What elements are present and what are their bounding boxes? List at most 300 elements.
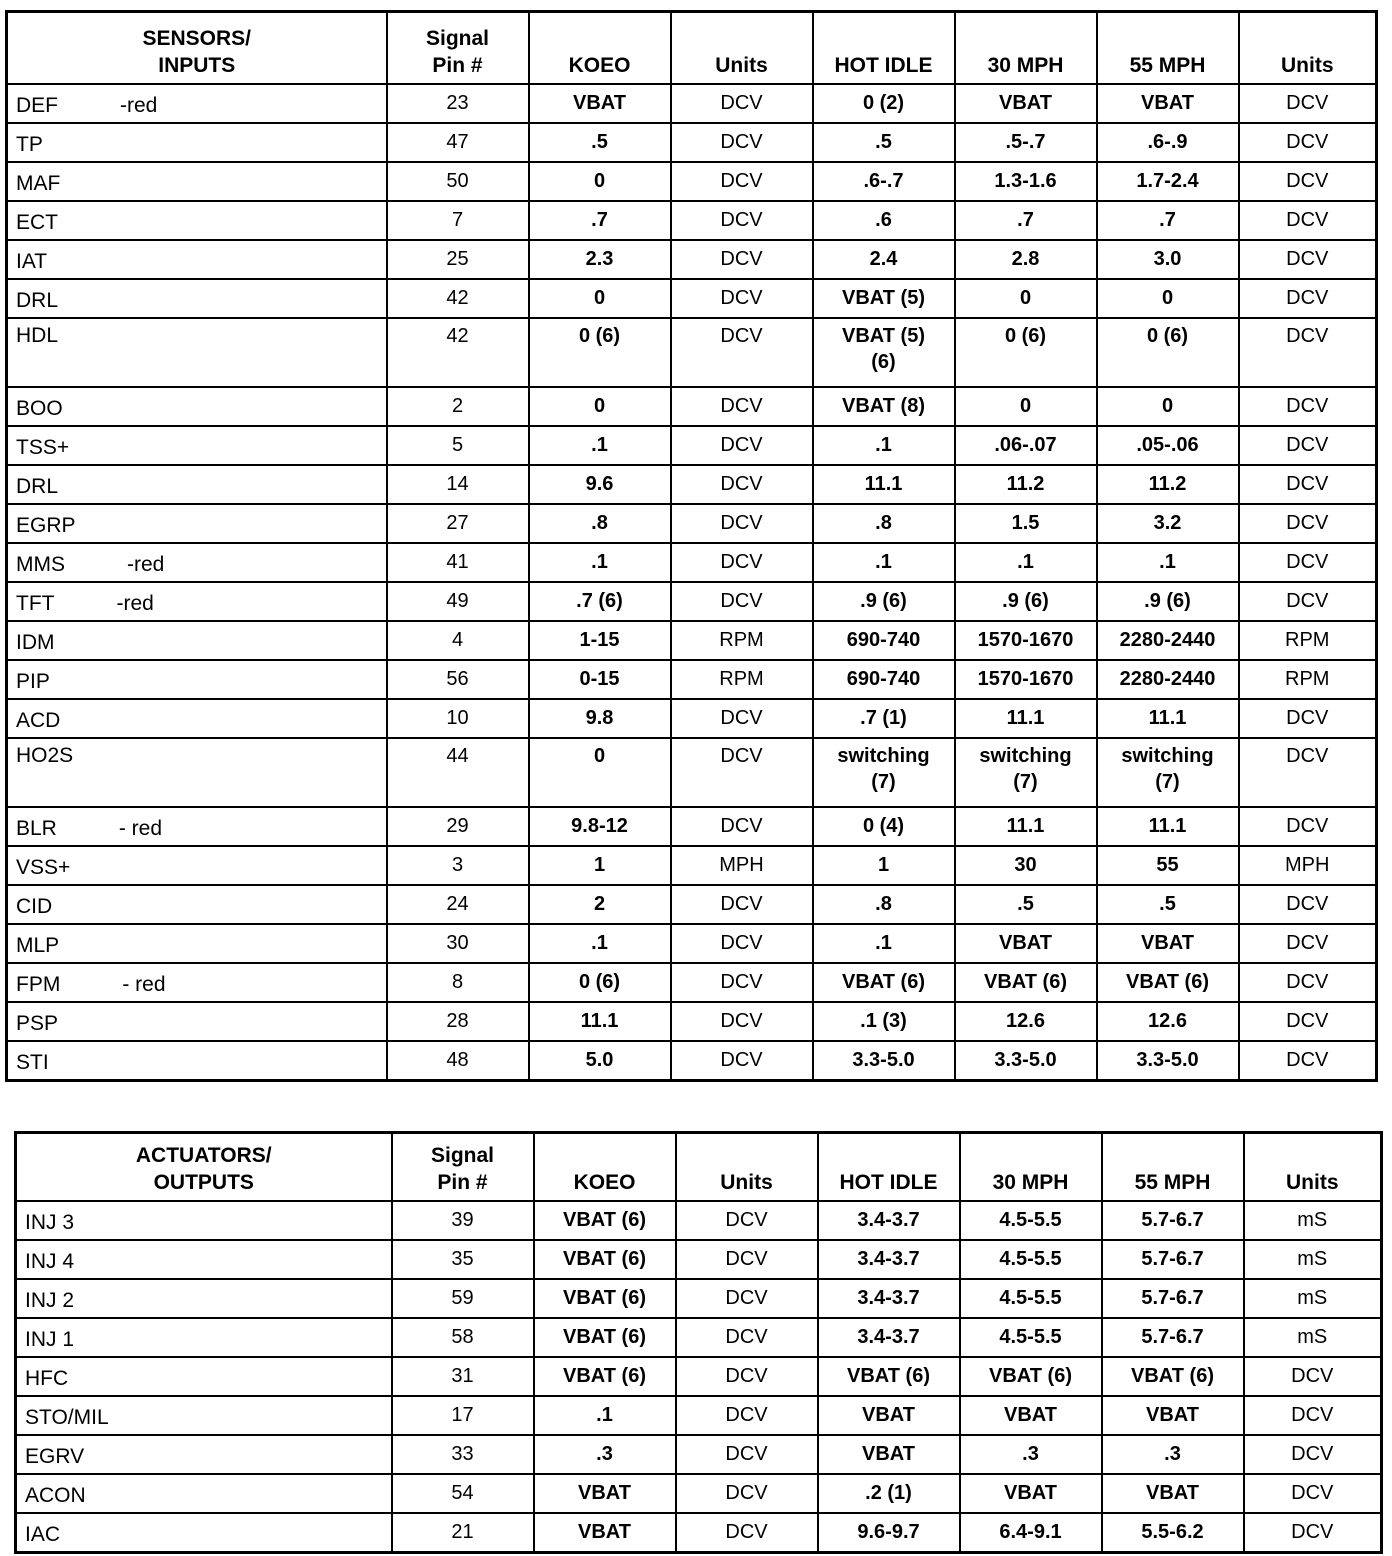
hot-idle-cell: 3.4-3.7 <box>818 1240 960 1279</box>
units-cell-2: mS <box>1244 1318 1382 1357</box>
koeo-cell: VBAT <box>534 1474 676 1513</box>
pin-cell: 58 <box>392 1318 534 1357</box>
actuator-name-cell <box>16 1240 392 1279</box>
pin-cell: 41 <box>387 543 529 582</box>
sensor-suffix: -red <box>116 591 154 615</box>
actuator-name: INJ 4 <box>25 1249 75 1273</box>
sensor-name-cell <box>7 807 387 846</box>
sensor-name: TP <box>16 132 43 156</box>
sensor-name-cell <box>7 240 387 279</box>
hot-idle-cell: .1 <box>813 924 955 963</box>
units-cell: DCV <box>676 1396 818 1435</box>
hot-idle-cell: 3.4-3.7 <box>818 1201 960 1240</box>
pin-cell: 42 <box>387 318 529 387</box>
header-row <box>16 1133 1382 1201</box>
30-mph-cell: 1570-1670 <box>955 621 1097 660</box>
actuator-name-cell <box>16 1513 392 1553</box>
koeo-cell: .1 <box>529 924 671 963</box>
sensor-name: STI <box>16 1050 49 1074</box>
units-cell-2: DCV <box>1239 738 1377 807</box>
units-cell: RPM <box>671 660 813 699</box>
55-mph-cell: 1.7-2.4 <box>1097 162 1239 201</box>
pin-cell: 59 <box>392 1279 534 1318</box>
30-mph-cell: 0 <box>955 279 1097 318</box>
30-mph-cell: 1.5 <box>955 504 1097 543</box>
sensor-name: TFT <box>16 591 55 615</box>
units-cell-2: DCV <box>1239 699 1377 738</box>
55-mph-cell: 3.0 <box>1097 240 1239 279</box>
hot-idle-cell: VBAT (6) <box>813 963 955 1002</box>
sensor-name: DEF <box>16 93 58 117</box>
koeo-cell: 0 (6) <box>529 963 671 1002</box>
units-cell-2: DCV <box>1239 582 1377 621</box>
hot-idle-cell: 3.4-3.7 <box>818 1279 960 1318</box>
table-row <box>16 1396 1382 1435</box>
header-row <box>7 12 1377 84</box>
table-row <box>7 201 1377 240</box>
sensor-name: HO2S <box>16 743 74 767</box>
55-mph-cell: .3 <box>1102 1435 1244 1474</box>
koeo-cell: 9.8 <box>529 699 671 738</box>
hot-idle-cell: 9.6-9.7 <box>818 1513 960 1553</box>
units-cell: DCV <box>671 738 813 807</box>
30-mph-cell: 4.5-5.5 <box>960 1240 1102 1279</box>
sensor-name: MMS <box>16 552 65 576</box>
pin-cell: 50 <box>387 162 529 201</box>
sensor-name: BOO <box>16 396 63 420</box>
koeo-cell: .1 <box>529 426 671 465</box>
sensor-name-cell <box>7 963 387 1002</box>
sensors-inputs-table <box>5 10 1378 1082</box>
sensor-name: HDL <box>16 323 59 347</box>
55-mph-cell: 3.2 <box>1097 504 1239 543</box>
30-mph-cell: 6.4-9.1 <box>960 1513 1102 1553</box>
pin-cell: 25 <box>387 240 529 279</box>
units-cell: DCV <box>671 543 813 582</box>
units-cell-2: DCV <box>1244 1357 1382 1396</box>
koeo-cell: VBAT (6) <box>534 1201 676 1240</box>
units-cell: DCV <box>671 504 813 543</box>
sensor-name: MLP <box>16 933 60 957</box>
sensor-name-cell <box>7 543 387 582</box>
55-mph-cell: 11.2 <box>1097 465 1239 504</box>
table-row <box>16 1240 1382 1279</box>
30-mph-cell: 1570-1670 <box>955 660 1097 699</box>
units-cell-2: DCV <box>1239 426 1377 465</box>
55-mph-cell: 0 <box>1097 279 1239 318</box>
55-mph-cell: 5.7-6.7 <box>1102 1240 1244 1279</box>
actuator-name: EGRV <box>25 1444 85 1468</box>
table-row <box>7 621 1377 660</box>
30-mph-cell: .06-.07 <box>955 426 1097 465</box>
55-mph-cell: 3.3-5.0 <box>1097 1041 1239 1081</box>
30-mph-cell: VBAT <box>960 1396 1102 1435</box>
units-cell-2: mS <box>1244 1279 1382 1318</box>
hot-idle-cell: VBAT <box>818 1435 960 1474</box>
55-mph-header: 55 MPH <box>1102 1133 1244 1201</box>
table-row <box>7 162 1377 201</box>
30-mph-cell: 30 <box>955 846 1097 885</box>
55-mph-cell: .5 <box>1097 885 1239 924</box>
sensor-name-cell <box>7 504 387 543</box>
55-mph-cell: VBAT (6) <box>1102 1357 1244 1396</box>
units-cell: DCV <box>676 1513 818 1553</box>
55-mph-cell: 2280-2440 <box>1097 621 1239 660</box>
actuators-outputs-table <box>14 1131 1383 1554</box>
table-row <box>7 699 1377 738</box>
55-mph-cell: 12.6 <box>1097 1002 1239 1041</box>
30-mph-cell: 4.5-5.5 <box>960 1201 1102 1240</box>
koeo-cell: 5.0 <box>529 1041 671 1081</box>
koeo-cell: 2.3 <box>529 240 671 279</box>
units-cell: DCV <box>676 1474 818 1513</box>
sensor-name: FPM <box>16 972 61 996</box>
koeo-header: KOEO <box>529 12 671 84</box>
koeo-cell: VBAT <box>529 84 671 123</box>
55-mph-cell: .9 (6) <box>1097 582 1239 621</box>
55-mph-cell: 0 (6) <box>1097 318 1239 387</box>
55-mph-cell: VBAT <box>1097 84 1239 123</box>
pin-cell: 3 <box>387 846 529 885</box>
units-cell-2: DCV <box>1239 318 1377 387</box>
table-row <box>7 123 1377 162</box>
units-cell-2: RPM <box>1239 621 1377 660</box>
table-row <box>7 426 1377 465</box>
units-cell: DCV <box>671 279 813 318</box>
sensor-name: ACD <box>16 708 61 732</box>
table-row <box>7 807 1377 846</box>
koeo-cell: 11.1 <box>529 1002 671 1041</box>
30-mph-cell: 0 <box>955 387 1097 426</box>
koeo-cell: VBAT (6) <box>534 1279 676 1318</box>
actuators-outputs-header: ACTUATORS/ OUTPUTS <box>16 1133 392 1201</box>
sensor-name-cell <box>7 885 387 924</box>
table-row <box>16 1279 1382 1318</box>
units-cell: DCV <box>671 318 813 387</box>
koeo-cell: 0 <box>529 387 671 426</box>
55-mph-cell: .1 <box>1097 543 1239 582</box>
koeo-cell: 0 <box>529 279 671 318</box>
sensor-name: MAF <box>16 171 61 195</box>
sensor-name: ECT <box>16 210 58 234</box>
koeo-cell: 0 (6) <box>529 318 671 387</box>
sensor-name: DRL <box>16 474 59 498</box>
55-mph-cell: 5.5-6.2 <box>1102 1513 1244 1553</box>
55-mph-cell: 11.1 <box>1097 699 1239 738</box>
55-mph-cell: 11.1 <box>1097 807 1239 846</box>
hot-idle-cell: switching (7) <box>813 738 955 807</box>
units-cell: DCV <box>671 201 813 240</box>
pin-cell: 17 <box>392 1396 534 1435</box>
30-mph-cell: VBAT <box>955 84 1097 123</box>
units-cell: DCV <box>671 240 813 279</box>
units-cell: DCV <box>671 387 813 426</box>
table-row <box>7 924 1377 963</box>
units-header-2: Units <box>1244 1133 1382 1201</box>
units-cell-2: DCV <box>1239 963 1377 1002</box>
sensor-name-cell <box>7 123 387 162</box>
table-row <box>7 846 1377 885</box>
55-mph-cell: 0 <box>1097 387 1239 426</box>
koeo-cell: VBAT (6) <box>534 1318 676 1357</box>
koeo-cell: 0 <box>529 162 671 201</box>
koeo-cell: 0 <box>529 738 671 807</box>
koeo-cell: .8 <box>529 504 671 543</box>
hot-idle-cell: .7 (1) <box>813 699 955 738</box>
sensor-suffix: - red <box>122 972 166 996</box>
hot-idle-cell: 690-740 <box>813 621 955 660</box>
units-cell-2: DCV <box>1239 123 1377 162</box>
30-mph-cell: 11.2 <box>955 465 1097 504</box>
table-row <box>16 1201 1382 1240</box>
hot-idle-cell: .1 <box>813 426 955 465</box>
actuator-name: INJ 2 <box>25 1288 75 1312</box>
units-header: Units <box>671 12 813 84</box>
sensor-name-cell <box>7 84 387 123</box>
30-mph-cell: 11.1 <box>955 699 1097 738</box>
units-cell-2: mS <box>1244 1201 1382 1240</box>
hot-idle-cell: .8 <box>813 885 955 924</box>
30-mph-cell: 4.5-5.5 <box>960 1318 1102 1357</box>
sensor-name-cell <box>7 699 387 738</box>
table-row <box>16 1435 1382 1474</box>
hot-idle-cell: .9 (6) <box>813 582 955 621</box>
hot-idle-cell: 1 <box>813 846 955 885</box>
units-header-2: Units <box>1239 12 1377 84</box>
sensor-name-cell <box>7 162 387 201</box>
pin-cell: 42 <box>387 279 529 318</box>
55-mph-cell: .7 <box>1097 201 1239 240</box>
units-cell: DCV <box>671 699 813 738</box>
sensor-name-cell <box>7 846 387 885</box>
units-cell: DCV <box>676 1318 818 1357</box>
koeo-cell: .5 <box>529 123 671 162</box>
sensor-name: BLR <box>16 816 57 840</box>
units-cell: RPM <box>671 621 813 660</box>
30-mph-cell: .5-.7 <box>955 123 1097 162</box>
table-row <box>7 1002 1377 1041</box>
pin-cell: 14 <box>387 465 529 504</box>
units-cell: DCV <box>671 1041 813 1081</box>
table-row <box>7 279 1377 318</box>
units-cell: DCV <box>676 1357 818 1396</box>
30-mph-header: 30 MPH <box>960 1133 1102 1201</box>
pin-cell: 2 <box>387 387 529 426</box>
units-cell: DCV <box>676 1240 818 1279</box>
55-mph-cell: VBAT <box>1102 1474 1244 1513</box>
pin-cell: 24 <box>387 885 529 924</box>
sensor-name: EGRP <box>16 513 76 537</box>
koeo-cell: VBAT <box>534 1513 676 1553</box>
units-cell-2: DCV <box>1239 279 1377 318</box>
units-cell-2: DCV <box>1239 465 1377 504</box>
hot-idle-header: HOT IDLE <box>813 12 955 84</box>
actuator-name: HFC <box>25 1366 69 1390</box>
30-mph-cell: .9 (6) <box>955 582 1097 621</box>
koeo-cell: VBAT (6) <box>534 1357 676 1396</box>
table-row <box>16 1318 1382 1357</box>
units-cell-2: DCV <box>1239 807 1377 846</box>
units-cell-2: DCV <box>1239 162 1377 201</box>
pin-cell: 8 <box>387 963 529 1002</box>
pin-cell: 35 <box>392 1240 534 1279</box>
pin-cell: 54 <box>392 1474 534 1513</box>
hot-idle-cell: VBAT (5) <box>813 279 955 318</box>
actuator-name: ACON <box>25 1483 86 1507</box>
30-mph-cell: 4.5-5.5 <box>960 1279 1102 1318</box>
pin-cell: 33 <box>392 1435 534 1474</box>
30-mph-header: 30 MPH <box>955 12 1097 84</box>
units-cell-2: MPH <box>1239 846 1377 885</box>
signal-pin-header: Signal Pin # <box>392 1133 534 1201</box>
55-mph-cell: .05-.06 <box>1097 426 1239 465</box>
sensor-name-cell <box>7 660 387 699</box>
55-mph-cell: VBAT <box>1097 924 1239 963</box>
table-row <box>16 1513 1382 1553</box>
hot-idle-cell: VBAT (8) <box>813 387 955 426</box>
sensor-name-cell <box>7 1041 387 1081</box>
hot-idle-cell: VBAT (6) <box>818 1357 960 1396</box>
55-mph-header: 55 MPH <box>1097 12 1239 84</box>
koeo-cell: 1 <box>529 846 671 885</box>
pin-cell: 28 <box>387 1002 529 1041</box>
actuator-name-cell <box>16 1357 392 1396</box>
units-cell-2: DCV <box>1239 543 1377 582</box>
table-row <box>7 504 1377 543</box>
30-mph-cell: 3.3-5.0 <box>955 1041 1097 1081</box>
pin-cell: 49 <box>387 582 529 621</box>
pin-cell: 30 <box>387 924 529 963</box>
actuator-name: IAC <box>25 1522 61 1546</box>
table-row <box>7 1041 1377 1081</box>
pin-cell: 56 <box>387 660 529 699</box>
sensor-name-cell <box>7 279 387 318</box>
koeo-cell: 9.6 <box>529 465 671 504</box>
pin-cell: 39 <box>392 1201 534 1240</box>
hot-idle-cell: .6-.7 <box>813 162 955 201</box>
pin-cell: 27 <box>387 504 529 543</box>
pin-cell: 31 <box>392 1357 534 1396</box>
koeo-cell: 1-15 <box>529 621 671 660</box>
units-cell-2: DCV <box>1239 1002 1377 1041</box>
sensor-name: VSS+ <box>16 855 71 879</box>
55-mph-cell: switching (7) <box>1097 738 1239 807</box>
actuator-name: INJ 1 <box>25 1327 75 1351</box>
pin-cell: 10 <box>387 699 529 738</box>
units-cell: DCV <box>671 963 813 1002</box>
units-cell-2: DCV <box>1244 1474 1382 1513</box>
sensor-name: PSP <box>16 1011 59 1035</box>
pin-cell: 7 <box>387 201 529 240</box>
units-header: Units <box>676 1133 818 1201</box>
table-row <box>7 240 1377 279</box>
units-cell-2: DCV <box>1244 1396 1382 1435</box>
pin-cell: 23 <box>387 84 529 123</box>
sensor-name-cell <box>7 426 387 465</box>
hot-idle-cell: VBAT (5) (6) <box>813 318 955 387</box>
pin-cell: 47 <box>387 123 529 162</box>
koeo-cell: VBAT (6) <box>534 1240 676 1279</box>
sensor-name-cell <box>7 738 387 807</box>
55-mph-cell: 5.7-6.7 <box>1102 1318 1244 1357</box>
sensor-name-cell <box>7 621 387 660</box>
units-cell: MPH <box>671 846 813 885</box>
sensor-name-cell <box>7 318 387 387</box>
hot-idle-cell: 3.4-3.7 <box>818 1318 960 1357</box>
sensor-suffix: - red <box>118 816 163 840</box>
pin-cell: 29 <box>387 807 529 846</box>
koeo-header: KOEO <box>534 1133 676 1201</box>
sensor-name: CID <box>16 894 53 918</box>
units-cell: DCV <box>676 1435 818 1474</box>
units-cell-2: RPM <box>1239 660 1377 699</box>
signal-pin-header: Signal Pin # <box>387 12 529 84</box>
table-row <box>7 543 1377 582</box>
units-cell-2: mS <box>1244 1240 1382 1279</box>
30-mph-cell: VBAT (6) <box>960 1357 1102 1396</box>
sensor-name-cell <box>7 465 387 504</box>
units-cell-2: DCV <box>1239 924 1377 963</box>
units-cell: DCV <box>671 162 813 201</box>
30-mph-cell: 11.1 <box>955 807 1097 846</box>
units-cell: DCV <box>676 1201 818 1240</box>
hot-idle-cell: 2.4 <box>813 240 955 279</box>
units-cell: DCV <box>671 465 813 504</box>
hot-idle-cell: .8 <box>813 504 955 543</box>
koeo-cell: 9.8-12 <box>529 807 671 846</box>
30-mph-cell: 1.3-1.6 <box>955 162 1097 201</box>
sensor-name: PIP <box>16 669 50 693</box>
actuator-name-cell <box>16 1201 392 1240</box>
sensor-name: IAT <box>16 249 48 273</box>
table-row <box>7 387 1377 426</box>
koeo-cell: .1 <box>529 543 671 582</box>
sensor-name-cell <box>7 924 387 963</box>
hot-idle-cell: .1 (3) <box>813 1002 955 1041</box>
55-mph-cell: VBAT <box>1102 1396 1244 1435</box>
sensor-name-cell <box>7 1002 387 1041</box>
actuator-name-cell <box>16 1435 392 1474</box>
30-mph-cell: switching (7) <box>955 738 1097 807</box>
units-cell: DCV <box>671 123 813 162</box>
sensor-name: TSS+ <box>16 435 70 459</box>
table-row <box>7 582 1377 621</box>
table-row <box>7 885 1377 924</box>
55-mph-cell: 55 <box>1097 846 1239 885</box>
sensors-inputs-header: SENSORS/ INPUTS <box>7 12 387 84</box>
hot-idle-cell: .6 <box>813 201 955 240</box>
table-row <box>7 84 1377 123</box>
hot-idle-cell: .1 <box>813 543 955 582</box>
sensor-name: IDM <box>16 630 55 654</box>
units-cell: DCV <box>671 426 813 465</box>
table-row <box>7 963 1377 1002</box>
units-cell-2: DCV <box>1239 1041 1377 1081</box>
units-cell: DCV <box>671 807 813 846</box>
actuator-name-cell <box>16 1318 392 1357</box>
units-cell-2: DCV <box>1239 84 1377 123</box>
30-mph-cell: VBAT (6) <box>955 963 1097 1002</box>
30-mph-cell: .5 <box>955 885 1097 924</box>
30-mph-cell: 12.6 <box>955 1002 1097 1041</box>
30-mph-cell: VBAT <box>955 924 1097 963</box>
units-cell: DCV <box>671 1002 813 1041</box>
55-mph-cell: 5.7-6.7 <box>1102 1201 1244 1240</box>
sensor-name-cell <box>7 201 387 240</box>
hot-idle-cell: 11.1 <box>813 465 955 504</box>
units-cell-2: DCV <box>1239 885 1377 924</box>
hot-idle-header: HOT IDLE <box>818 1133 960 1201</box>
